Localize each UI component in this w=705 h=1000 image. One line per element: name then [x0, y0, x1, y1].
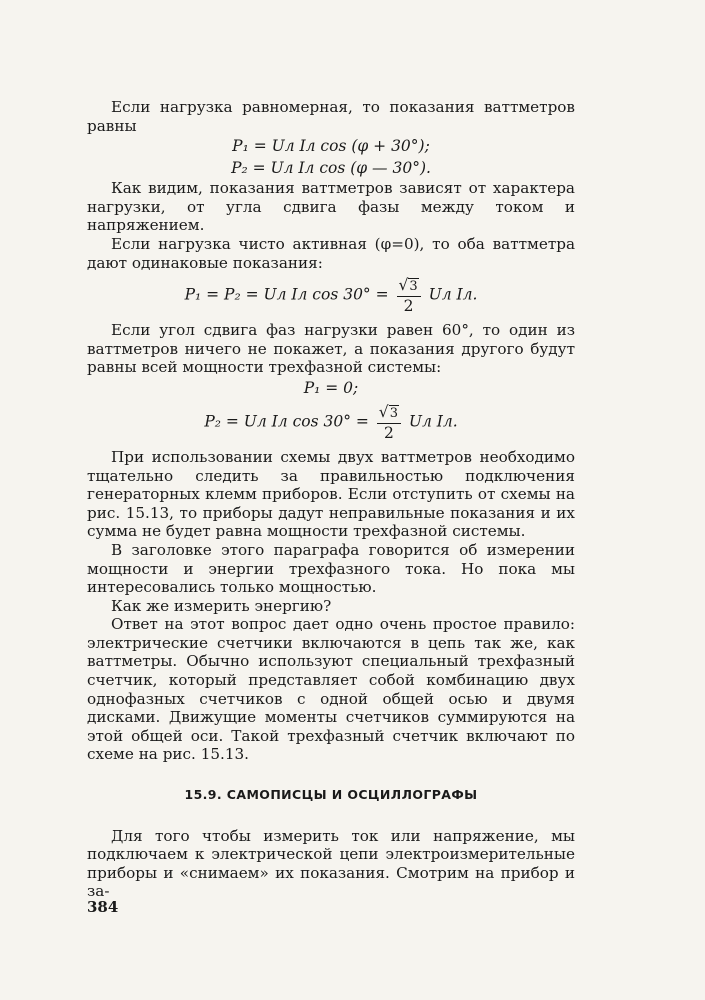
fraction-denominator: 2	[383, 423, 394, 442]
fraction-numerator: 3	[409, 279, 418, 295]
equation-left: P₂ = Uл Iл cos 30° =	[204, 412, 369, 431]
equation-right: Uл Iл.	[408, 412, 458, 431]
equation-p2: P₂ = Uл Iл cos (φ — 30°).	[231, 159, 431, 178]
equation-p1: P₁ = Uл Iл cos (φ + 30°);	[232, 137, 430, 156]
paragraph-60-degrees: Если угол сдвига фаз нагрузки равен 60°, то один из ваттметров ничего не покажет, а показания другого будут равны всей мощности трехфазной системы:	[87, 321, 575, 377]
paragraph-two-wattmeter-scheme: При использовании схемы двух ваттметров необходимо тщательно следить за правильностью подключения генераторных клемм приборов. Если отступить от схемы на рис. 15.13, то приборы дадут неправильные показания и их сумма не будет равна мощности трехфазной системы.	[87, 447, 575, 541]
fraction-sqrt3-over-2: $\frac{√3}{2}$	[397, 276, 421, 315]
text-column	[87, 98, 575, 901]
equation-left: P₁ = P₂ = Uл Iл cos 30° =	[184, 285, 389, 304]
equation-p1-zero: P₁ = 0;	[303, 378, 359, 397]
equation-p2-full	[87, 403, 575, 442]
fraction-numerator: 3	[389, 405, 398, 421]
paragraph-active-load: Если нагрузка чисто активная (φ=0), то оба ваттметра дают одинаковые показания:	[87, 234, 575, 272]
paragraph-question: Как же измерить энергию?	[111, 596, 332, 615]
equation-p1-p2-equal	[87, 276, 575, 315]
fraction-sqrt3-over-2: $\frac{√3}{2}$	[377, 403, 401, 442]
equation-right: Uл Iл.	[428, 285, 478, 304]
paragraph-dependence: Как видим, показания ваттметров зависят от характера нагрузки, от угла сдвига фазы между током и напряжением.	[87, 179, 575, 235]
paragraph-recorders: Для того чтобы измерить ток или напряжение, мы подключаем к электрической цепи электроизмерительные приборы и «снимаем» их показания. Смотрим на прибор и за-	[87, 826, 575, 901]
fraction-denominator: 2	[403, 297, 414, 316]
page-number: 384	[87, 898, 119, 916]
paragraph-meters: Ответ на этот вопрос дает одно очень простое правило: электрические счетчики включаются в цепь так же, как ваттметры. Обычно используют специальный трехфазный счетчик, который представляет собой комбинацию двух однофазных счетчиков с одной общей осью и двумя дисками. Движущие моменты счетчиков суммируются на этой общей оси. Такой трехфазный счетчик включают по схеме на рис. 15.13.	[87, 615, 575, 764]
section-heading: 15.9. САМОПИСЦЫ И ОСЦИЛЛОГРАФЫ	[184, 787, 478, 803]
paragraph-energy-intro: В заголовке этого параграфа говорится об измерении мощности и энергии трехфазного тока. Но пока мы интересовались только мощностью.	[87, 540, 575, 597]
paragraph-uniform-load: Если нагрузка равномерная, то показания ваттметров равны	[87, 98, 575, 135]
